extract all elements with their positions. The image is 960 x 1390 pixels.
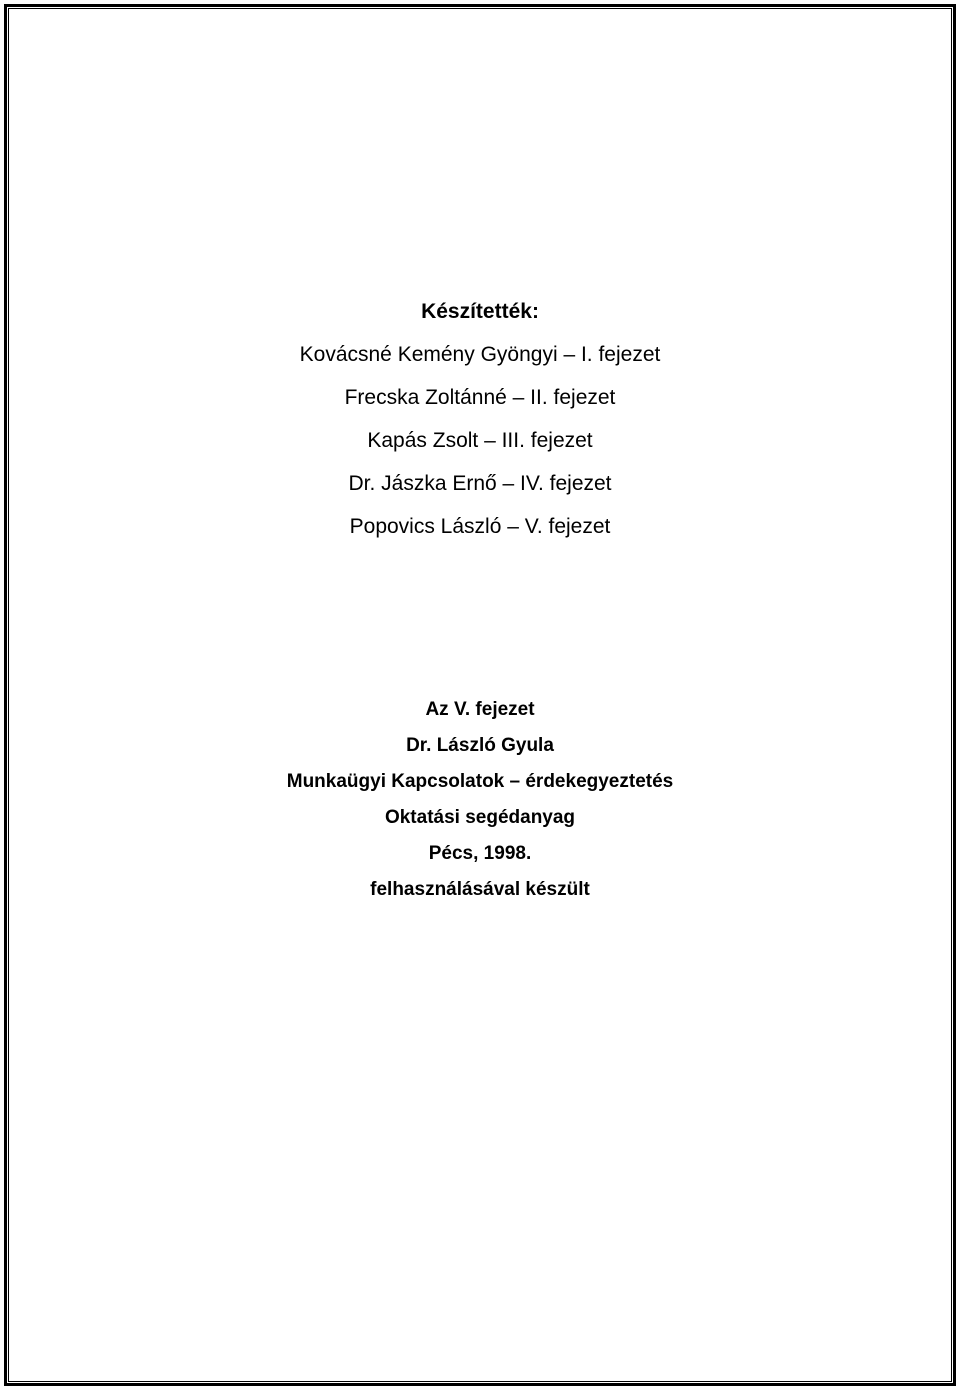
authors-section (0, 298, 960, 556)
authors-heading: Készítették: (421, 300, 539, 323)
author-line: Dr. Jászka Ernő – IV. fejezet (348, 472, 612, 495)
source-line: Az V. fejezet (425, 699, 535, 720)
source-title: Munkaügyi Kapcsolatok – érdekegyeztetés (286, 771, 674, 792)
source-section (0, 697, 960, 913)
author-line: Kapás Zsolt – III. fejezet (367, 429, 593, 452)
author-line: Kovácsné Kemény Gyöngyi – I. fejezet (299, 343, 661, 366)
source-place-date: Pécs, 1998. (428, 843, 532, 864)
source-type: Oktatási segédanyag (384, 807, 576, 828)
page-border-inner (8, 8, 952, 1382)
author-line: Popovics László – V. fejezet (349, 515, 611, 538)
author-line: Frecska Zoltánné – II. fejezet (344, 386, 616, 409)
source-author: Dr. László Gyula (406, 735, 554, 756)
source-note: felhasználásával készült (370, 879, 590, 900)
